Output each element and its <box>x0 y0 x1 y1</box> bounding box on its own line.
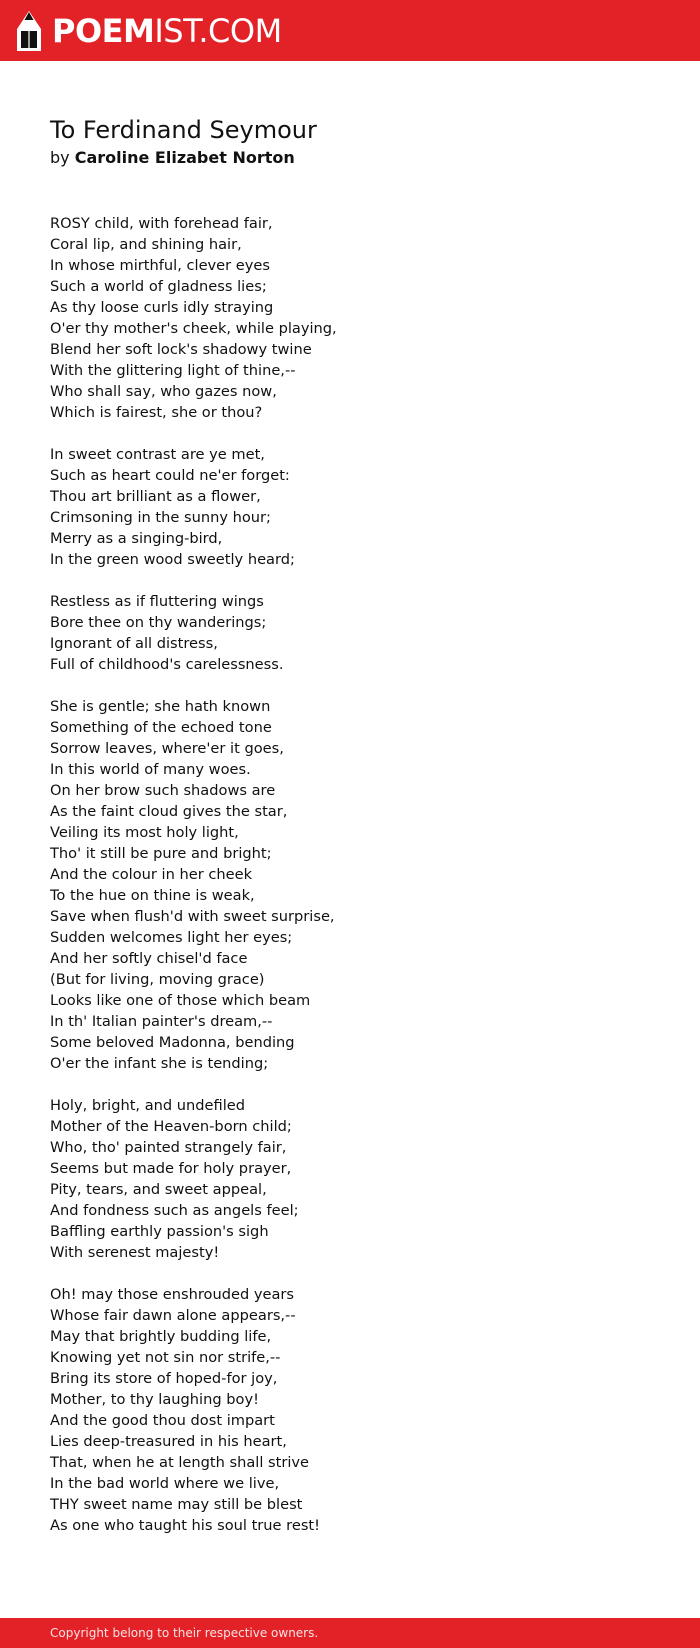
poem-line: Crimsoning in the sunny hour; <box>50 509 271 526</box>
poem-line: In th' Italian painter's dream,-- <box>50 1013 273 1030</box>
poem-line: Some beloved Madonna, bending <box>50 1034 295 1051</box>
poem-line: Such as heart could ne'er forget: <box>50 467 290 484</box>
poem-line: Bore thee on thy wanderings; <box>50 614 267 631</box>
site-header <box>0 0 700 61</box>
poem-line: THY sweet name may still be blest <box>50 1496 303 1513</box>
poem-line: Sorrow leaves, where'er it goes, <box>50 740 284 757</box>
pencil-icon <box>16 10 42 52</box>
poem-line: In the bad world where we live, <box>50 1475 280 1492</box>
poem-line: O'er the infant she is tending; <box>50 1055 269 1072</box>
poem-line: To the hue on thine is weak, <box>50 887 255 904</box>
poem-line: In this world of many woes. <box>50 761 251 778</box>
poem-line: In sweet contrast are ye met, <box>50 446 265 463</box>
brand-name <box>52 11 282 50</box>
poem-line: Blend her soft lock's shadowy twine <box>50 341 312 358</box>
poem-line: And fondness such as angels feel; <box>50 1202 299 1219</box>
poem-stanza <box>50 444 650 570</box>
brand-light: IST.COM <box>154 11 282 50</box>
poem-line: Tho' it still be pure and bright; <box>50 845 272 862</box>
poem-line: Veiling its most holy light, <box>50 824 239 841</box>
poem-line: Coral lip, and shining hair, <box>50 236 242 253</box>
poem-line: As one who taught his soul true rest! <box>50 1517 321 1534</box>
poem-line: Baffling earthly passion's sigh <box>50 1223 269 1240</box>
poem-line: As the faint cloud gives the star, <box>50 803 288 820</box>
poem-line: Oh! may those enshrouded years <box>50 1286 295 1303</box>
poem-line: Pity, tears, and sweet appeal, <box>50 1181 267 1198</box>
poem-line: Bring its store of hoped-for joy, <box>50 1370 278 1387</box>
poem-line: Knowing yet not sin nor strife,-- <box>50 1349 281 1366</box>
poem-line: Lies deep-treasured in his heart, <box>50 1433 287 1450</box>
copyright-text: Copyright belong to their respective owners. <box>50 1626 319 1640</box>
poem-line: Thou art brilliant as a flower, <box>50 488 261 505</box>
poem-line: Sudden welcomes light her eyes; <box>50 929 293 946</box>
poem-line: Whose fair dawn alone appears,-- <box>50 1307 296 1324</box>
poem-content <box>50 114 650 1557</box>
poem-line: Full of childhood's carelessness. <box>50 656 284 673</box>
poem-stanza <box>50 696 650 1074</box>
poem-line: And the colour in her cheek <box>50 866 253 883</box>
poem-author: Caroline Elizabet Norton <box>74 148 295 167</box>
poem-stanza <box>50 1284 650 1536</box>
poem-line: Ignorant of all distress, <box>50 635 218 652</box>
poem-byline <box>50 146 650 170</box>
poem-line: As thy loose curls idly straying <box>50 299 274 316</box>
poem-line: Mother, to thy laughing boy! <box>50 1391 259 1408</box>
poem-line: Merry as a singing-bird, <box>50 530 223 547</box>
poem-stanza <box>50 591 650 675</box>
poem-line: Such a world of gladness lies; <box>50 278 267 295</box>
poem-title: To Ferdinand Seymour <box>50 116 317 144</box>
poem-body <box>50 213 650 1536</box>
site-logo-link[interactable] <box>16 0 282 61</box>
poem-line: And her softly chisel'd face <box>50 950 248 967</box>
poem-line: On her brow such shadows are <box>50 782 276 799</box>
poem-line: Holy, bright, and undefiled <box>50 1097 246 1114</box>
poem-stanza <box>50 1095 650 1263</box>
poem-line: Who, tho' painted strangely fair, <box>50 1139 287 1156</box>
poem-line: May that brightly budding life, <box>50 1328 272 1345</box>
poem-line: Save when flush'd with sweet surprise, <box>50 908 335 925</box>
poem-line: Which is fairest, she or thou? <box>50 404 263 421</box>
poem-line: Seems but made for holy prayer, <box>50 1160 292 1177</box>
poem-line: And the good thou dost impart <box>50 1412 275 1429</box>
poem-line: With serenest majesty! <box>50 1244 220 1261</box>
poem-line: She is gentle; she hath known <box>50 698 271 715</box>
poem-line: Something of the echoed tone <box>50 719 272 736</box>
poem-stanza <box>50 213 650 423</box>
poem-line: With the glittering light of thine,-- <box>50 362 296 379</box>
poem-line: Restless as if fluttering wings <box>50 593 264 610</box>
poem-line: Looks like one of those which beam <box>50 992 311 1009</box>
poem-line: In the green wood sweetly heard; <box>50 551 295 568</box>
poem-line: (But for living, moving grace) <box>50 971 265 988</box>
brand-bold: POEM <box>52 11 155 50</box>
poem-line: In whose mirthful, clever eyes <box>50 257 270 274</box>
poem-line: Mother of the Heaven-born child; <box>50 1118 292 1135</box>
site-footer <box>0 1618 700 1648</box>
poem-line: Who shall say, who gazes now, <box>50 383 277 400</box>
poem-line: That, when he at length shall strive <box>50 1454 310 1471</box>
by-label: by <box>50 148 70 167</box>
poem-line: O'er thy mother's cheek, while playing, <box>50 320 337 337</box>
poem-line: ROSY child, with forehead fair, <box>50 215 273 232</box>
